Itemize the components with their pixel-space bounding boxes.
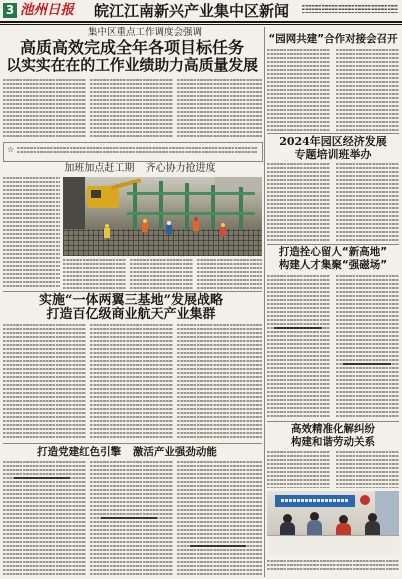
- training-body-col1: [267, 163, 330, 242]
- photo-red-emblem: [360, 495, 370, 505]
- labor-headline-line1: 高效精准化解纠纷: [291, 423, 375, 435]
- section-rule: [267, 421, 399, 422]
- photo-worker: [193, 221, 199, 231]
- photo-steel-beam: [127, 212, 255, 215]
- masthead-rule-thick: [0, 21, 402, 23]
- talent-body-col1: [267, 275, 330, 419]
- lead-article-body-col1: [3, 79, 86, 139]
- section-rule: [267, 133, 399, 134]
- subhead-line: [101, 517, 157, 519]
- talent-headline-line1: 打造拴心留人“新高地”: [278, 246, 388, 258]
- newspaper-logo: 池州日报: [20, 2, 74, 18]
- party-building-headline: 打造党建红色引擎 激活产业强劲动能: [37, 446, 217, 458]
- lead-headline-line2: 以实实在在的工作业绩助力高质量发展: [6, 56, 258, 74]
- party-building-body-col3: [177, 461, 262, 575]
- training-headline-line1: 2024年园区经济发展: [279, 135, 387, 148]
- section-title: 皖江江南新兴产业集中区新闻: [94, 2, 290, 20]
- lead-article-body-col2: [90, 79, 173, 139]
- labor-headline-line2: 构建和谐劳动关系: [291, 436, 375, 448]
- construction-body-col2: [130, 259, 193, 289]
- aerospace-body-col2: [90, 324, 173, 440]
- photo-worker: [104, 228, 110, 238]
- section-rule: [267, 244, 399, 245]
- park-network-body-col2: [336, 49, 399, 131]
- section-rule: [3, 443, 262, 444]
- aerospace-headline-line2: 打造百亿级商业航天产业集群: [46, 307, 216, 322]
- talent-headline-line2: 构建人才集聚“强磁场”: [278, 259, 388, 271]
- masthead-date-info: [302, 5, 398, 13]
- park-network-headline: “园网共建”合作对接会召开: [268, 33, 398, 45]
- photo-worker: [166, 225, 172, 234]
- photo-service-counter: [267, 535, 399, 556]
- photo-excavator-cab: [91, 190, 101, 198]
- lead-article-body-col3: [177, 79, 262, 139]
- subhead-line: [343, 363, 391, 365]
- labor-mediation-photo: [267, 491, 399, 556]
- column-divider: [264, 27, 265, 577]
- subhead-line: [190, 545, 246, 547]
- star-icon: ☆: [7, 145, 15, 154]
- photo-banner-lettering: [281, 499, 349, 502]
- aerospace-body-col1: [3, 324, 86, 440]
- photo-worker: [220, 227, 226, 236]
- construction-body-col1: [63, 259, 126, 289]
- section-rule: [3, 291, 262, 292]
- photo-steel-beam: [127, 192, 255, 195]
- construction-body-left: [3, 177, 60, 289]
- photo-rebar-mesh: [63, 229, 262, 256]
- training-headline-line2: 专题培训班举办: [294, 148, 372, 161]
- labor-body-col1: [267, 451, 330, 488]
- park-network-body-col1: [267, 49, 330, 131]
- labor-photo-caption: [267, 560, 399, 572]
- aerospace-body-col3: [177, 324, 262, 440]
- lead-headline-line1: 高质高效完成全年各项目标任务: [19, 38, 244, 57]
- training-body-col2: [336, 163, 399, 242]
- lead-kicker: 集中区重点工作调度会强调: [88, 27, 203, 38]
- talent-body-col2: [336, 275, 399, 419]
- subhead-line: [14, 477, 70, 479]
- subhead-line: [274, 327, 322, 329]
- construction-site-photo: [63, 177, 262, 256]
- labor-body-col2: [336, 451, 399, 488]
- construction-headline: 加班加点赶工期 齐心协力抢进度: [64, 163, 216, 174]
- page-number-badge: 3: [3, 3, 17, 18]
- quote-box: [3, 142, 263, 162]
- photo-worker: [142, 223, 148, 232]
- masthead-rule-thin: [0, 24, 402, 25]
- aerospace-headline-line1: 实施“一体两翼三基地”发展战略: [39, 293, 223, 308]
- quote-box-text: [17, 147, 257, 155]
- construction-body-col3: [197, 259, 262, 289]
